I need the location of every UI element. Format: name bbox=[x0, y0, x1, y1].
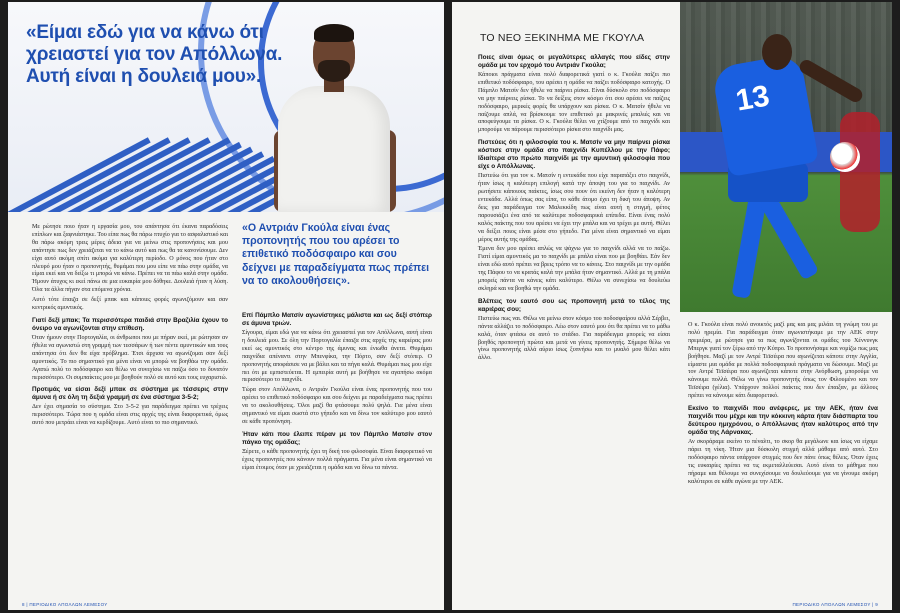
player-portrait bbox=[268, 20, 398, 212]
paragraph: Όταν ήμουν στην Πορτογαλία, οι άνθρωποι που με πήραν εκεί, με ρώτησαν αν ήθελα να αγωνιστώ στη γραμμή των τεσσάρων ή των πέντε αμυντικών και τους απάντησα ότι δεν θα είχα πρόβλημα. Έτσι άρχισα να αγωνίζομαι σαν δεξί αμυντικός. Το πιο σημαντικό για μένα είναι να μπορώ να βοηθάω την ομάδα. Αγαπώ πολύ το ποδόσφαιρο και θέλω να συνεχίσω να παίζω όσο το δυνατόν περισσότερο. Οι συμπαίκτες μου με βοηθούν πολύ σε αυτό και τους ευχαριστώ. bbox=[32, 334, 228, 381]
paragraph: Ο κ. Γκούλα είναι πολύ ανοικτός μαζί μας και μας μιλάει τη γνώμη του με πολύ ηρεμία. Για παράδειγμα όταν αγωνιστήκαμε με την ΑΕΚ στην πρεμιέρα, με ρώτησε για τα πως αγωνίζονται οι ομάδες του Χέννυνγκ Μπεργκ γιατί τον ξέρω από την Κύπρο. Το προπονήσαμε και νομίζω πως μας βοήθησε. Μαζί με τον Αντρέ Τεϊσέιρα που αγωνίζεται κάποτε στην Αγγλία, είμαστε μια ομάδα με πολλά ποδοσφαιρικά πράγματα να δώσουμε. Μαζί με τον Αντρέ Τεϊσέιρα που αγωνίζεται κάποτε στην Ανόρθωση, μπορούμε να κάνουμε πολλά. Θέλω να γίνω προπονητής όπως τον Φιλουμένο και τον Τεϊσέιρα (γέλια). Υπάρχουν πολλοί παίκτες που δεν έπαιξαν, με άλλους πρέπει να κάνουμε κάτι διαφορετικό. bbox=[688, 322, 878, 400]
jersey-number: 13 bbox=[733, 79, 772, 118]
interview-question: Εκείνο το παιχνίδι που ανέφερες, με την ΑΕΚ, ήταν ένα παιχνίδι που μέχρι και την κόκκινη κάρτα ήταν διάσπαρτα του δεύτερου ημιχρόνου, ο Απόλλωνας ήταν καλύτερος από την ομάδα της Λάρνακας. bbox=[688, 405, 878, 437]
paragraph: Ξέρετε, ο κάθε προπονητής έχει τη δική του φιλοσοφία. Είναι διαφορετικό να έχεις προπονητές που κάνουν πολλά πράγματα. Για μένα είναι σημαντικό να είμαι έτοιμος όταν με χρειάζεται η ομάδα και να δίνω τα πάντα. bbox=[242, 448, 432, 471]
paragraph: Αυτό τότε έπαιζα σε δεξί μπακ και κάποιες φορές αγωνιζόμουν και σαν κεντρικός αμυντικός. bbox=[32, 297, 228, 312]
action-photo bbox=[680, 2, 892, 312]
interview-question: Πιστεύεις ότι η φιλοσοφία του κ. Ματσίν να μην παίρνει ρίσκα κόστισε στην ομάδα στο παιχνίδι Κυπέλλου με την Πάφο; Ιδιαίτερα στο πρώτο παιχνίδι με την αμυντική φιλοσοφία που είχε ο Απόλλωνας. bbox=[478, 139, 670, 171]
paragraph: Αν σκοράραμε εκείνο το πέναλτι, το σκορ θα μεγάλωνε και ίσως να είχαμε πάρει τη νίκη. Ήταν μια δύσκολη στιγμή αλλά μάθαμε από αυτό. Στο ποδόσφαιρο πάντα υπάρχουν στιγμές που δεν πάνε όπως θέλεις. Όταν έχεις τις ευκαιρίες πρέπει να τις εκμεταλλεύεσαι. Αυτό είναι το μάθημα που πήραμε και θέλουμε να συνεχίσουμε να δουλεύουμε για να γίνουμε ακόμη καλύτεροι σε κάθε αγώνα με την ΑΕΚ. bbox=[688, 439, 878, 485]
paragraph: Πιστεύω πως ναι. Θέλω να μείνω στον κόσμο του ποδοσφαίρου αλλά Σέρβει, πάντα αλλάζει το ποδόσφαιρο. Λέω στον εαυτό μου ότι θα πρέπει να το μάθω καλά, όταν φτάσω σε αυτό το στάδιο. Για παράδειγμα μπορείς να είσαι βοηθός προπονητή πρώτα και μετά να γίνεις προπονητής. Σήμερα θέλω να γίνω προπονητής αλλά αύριο ίσως ξυπνήσω και το μυαλό μου θέλει κάτι άλλο. bbox=[478, 315, 670, 362]
interview-question: Ποιες είναι όμως οι μεγαλύτερες αλλαγές που είδες στην ομάδα με τον ερχομό του Αντριάν Γκούλα; bbox=[478, 54, 670, 69]
paragraph: Έμενα δεν μου αρέσει απλώς να ψάχνω για το παιχνίδι αλλά να το παίζω. Γιατί είμαι αμυντικός μα το παιχνίδι με μπάλα είναι που με βοηθάει. Εάν δεν είναι εδώ αυτό πρέπει να βρεις τρόπο να το κάνεις. Στο παιχνίδι με την ομάδα της Πάφου το να κρατάς καλά την μπάλα ήταν σημαντικό. Αλλά με τη μπάλα μπορείς πάντα να κάνεις κάτι καλύτερο. Θέλω να συνεχίσω να δουλεύω σκληρά και να βοηθώ την ομάδα. bbox=[478, 246, 670, 292]
paragraph: Τώρα στον Απόλλωνα, ο Αντριάν Γκούλα είναι ένας προπονητής που του αρέσει το επιθετικό ποδόσφαιρο και σου δείχνει με παραδείγματα πως πρέπει να το ακολουθήσεις. Όλοι μαζί θα φτάσουμε πολύ ψηλά. Για μένα είναι σημαντικό να είμαι σωστά στο γήπεδο και να δίνω τον καλύτερο μου εαυτό σε κάθε προπόνηση. bbox=[242, 387, 432, 425]
interview-question: Προτιμάς να είσαι δεξί μπακ σε σύστημα με τέσσερις στην άμυνα ή σε όλη τη δεξιά γραμμή σε ένα σύστημα 3-5-2; bbox=[32, 386, 228, 402]
right-column-1 bbox=[478, 50, 670, 365]
paragraph: Δεν έχει σημασία το σύστημα. Στο 3-5-2 για παράδειγμα πρέπει να τρέχεις περισσότερο. Τώρα που η ομάδα είναι στις αρχές της είναι διαφορετικά, όμως αυτό που μετράει είναι να κερδίζουμε. Αυτό είναι το πιο σημαντικό. bbox=[32, 404, 228, 427]
right-page bbox=[452, 2, 892, 610]
right-column-2 bbox=[688, 322, 878, 489]
interview-question: Ήταν κάτι που έλειπε πέραν με τον Πάμπλο Ματσίν στον πάγκο της ομάδας; bbox=[242, 430, 432, 446]
hero-quote: «Είμαι εδώ για να κάνω ότι χρειαστεί για τον Απόλλωνα. Αυτή είναι η δουλειά μου». bbox=[26, 22, 283, 87]
left-column-2 bbox=[242, 308, 432, 475]
paragraph: Σίγουρα, είμαι εδώ για να κάνω ότι χρειαστεί για τον Απόλλωνα, αυτή είναι η δουλειά μου. Σε όλη την Πορτογαλία έπαιζα στις αρχές της καριέρας μου εκεί ως αμυντικός στο κέντρο της άμυνας και ένιωθα άνετα. Θυμάμαι παιχνίδια απέναντι στην Μπενφίκα, την Πόρτο, σαν δεξί στόπερ. Ο προπονητής αποφάσισε να με βάλει και τα πήγα καλά. Θυμάμαι πως μου είχε πει ότι με εμπιστεύεται. Η εμπειρία αυτή με βοήθησε να αγαπήσω ακόμα περισσότερο το παιχνίδι. bbox=[242, 330, 432, 384]
paragraph: Κάποιοι πράγματα είναι πολύ διαφορετικά γιατί ο κ. Γκούλα παίζει πιο επιθετικό ποδόσφαιρο, του αρέσει η ομάδα να παίζει ποδόσφαιρο κατοχής. Ο Πάμπλο Ματσίν δεν ήθελε να παίρνει ρίσκα. Είναι δύσκολο στο ποδόσφαιρο να μην παίρνεις ρίσκα. Το να δείξεις στον κόσμο ότι σου αρέσει να παίζεις ποδόσφαιρο, μερικές φορές θα υπάρχουν και ρίσκα. Ο κ. Ματσίν ήθελε να παίζουμε απλά, να βρίσκουμε τον επιθετικό με μακρινές μπαλιές και να αποφεύγουμε τα ρίσκα. Ο κ. Γκούλα θέλει να χτίζουμε από το παιχνίδι και μπορούμε να πάρουμε περισσότερο ρίσκα στο παιχνίδι μας. bbox=[478, 72, 670, 134]
interview-question: Γιατί δεξί μπακ; Τα περισσότερα παιδιά στην Βραζιλία έχουν το όνειρο να αγωνίζονται στην επίθεση. bbox=[32, 316, 228, 332]
football-icon bbox=[830, 142, 860, 172]
page-number: ΠΕΡΙΟΔΙΚΟ ΑΠΟΛΛΩΝ ΛΕΜΕΣΟΥ | 9 bbox=[792, 602, 878, 607]
interview-question: Επί Πάμπλο Ματσίν αγωνίστηκες μάλιστα και ως δεξί στόπερ σε άμυνα τριών. bbox=[242, 312, 432, 327]
left-column-1 bbox=[32, 224, 228, 430]
hero-photo bbox=[8, 2, 444, 212]
pull-quote: «Ο Αντριάν Γκούλα είναι ένας προπονητής που του αρέσει το επιθετικό ποδόσφαιρο και σου δείχνει με παραδείγματα πως πρέπει να το ακολουθήσεις». bbox=[242, 222, 430, 287]
page-number: 8 | ΠΕΡΙΟΔΙΚΟ ΑΠΟΛΛΩΝ ΛΕΜΕΣΟΥ bbox=[22, 602, 108, 607]
paragraph: Με ρώτησε ποιο ήταν η εργασία μου, του απάντησα ότι έκανα παραδόσεις επίπλων και ξαφνιάστηκε. Του είπα πως θα πάρω πτυχίο για το ασφαλιστικό και θα πάρω ακόμη τρεις μέρες άδεια για να μείνω στις προπονήσεις και μου απάντησε πως δεν χρειάζεται να το κάνω αυτό και πως θα τα κανονίσουμε. Δεν είχα αυτό ακόμη σπίτι ακόμα για καλύτερη περίοδο. Ο μόνος που ήταν στο πλευρό μου ήταν ο προπονητής, θυμάμαι που μου είπε να πάω στην ομάδα, να είμαι εκεί και να δείξω τι μπορώ να κάνω. Πρέπει να τα πάω καλά στην ομάδα. Ήμουν άτυχος κι εκεί πάνω σε μια ευκαιρία μου δόθηκε. Δουλειά ήταν η λύση. Όλα τα άλλα πήγαν στα επόμενα χρόνια. bbox=[32, 224, 228, 294]
section-title: ΤΟ ΝΕΟ ΞΕΚΙΝΗΜΑ ΜΕ ΓΚΟΥΛΑ bbox=[480, 32, 645, 44]
left-page bbox=[8, 2, 444, 610]
paragraph: Πιστεύω ότι για τον κ. Ματσίν η εντεκάδα που είχε παραπάξει στο παιχνίδι, ήταν ίσως η καλύτερη επιλογή κατά την άποψη του για το παιχνίδι. Αν ρωτήσετε κάποιους παίκτες, ίσως σου πουν ότι εκείνη δεν ήταν η καλύτερη εντεκάδα. Αλλά όπως σας είπα, το κάθε άτομο έχει τη δική του άποψη. Αν δεις για παράδειγμα τον Μαλεκκίδη πως είναι αυτή η στιγμή, φέτος παρουσιάζει ένα από τα καλύτερα ποδοσφαιρικά επίπεδα. Είναι ένας πολύ καλός παίκτης που του αρέσει να έχει την μπάλα και να τρέχει με αυτή. Θέλει να δείξει ποιος είναι μέσα στο γήπεδο. Για μένα είναι σημαντικό να είμαι μέρος αυτής της ομάδας. bbox=[478, 173, 670, 243]
interview-question: Βλέπεις τον εαυτό σου ως προπονητή μετά το τέλος της καριέρας σου; bbox=[478, 297, 670, 313]
